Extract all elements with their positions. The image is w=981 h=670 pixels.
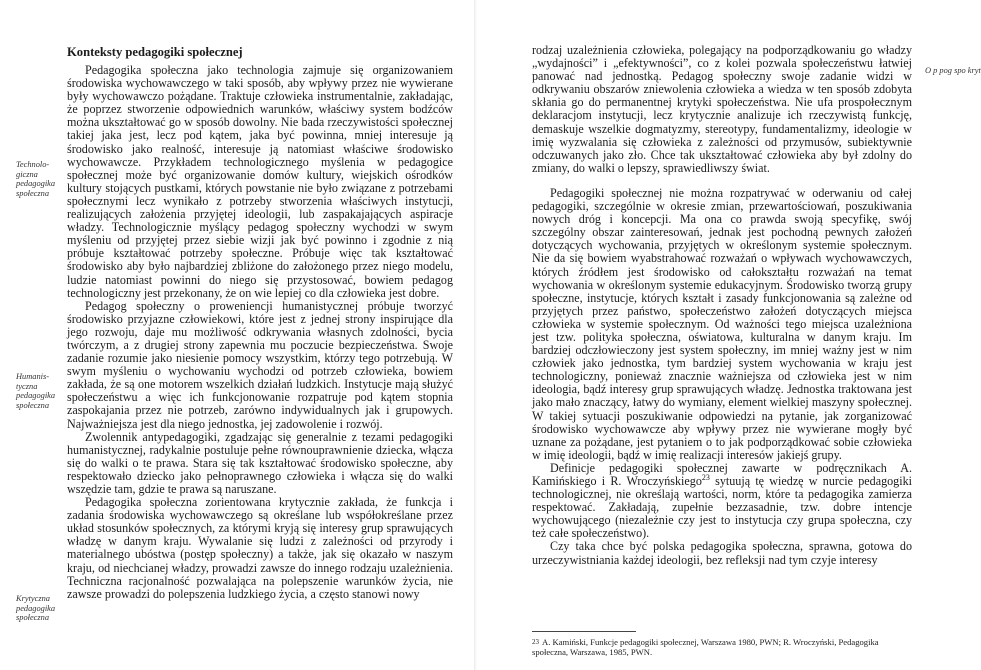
margin-note-technological: Technolo-giczna pedagogika społeczna <box>16 160 56 198</box>
section-heading: Konteksty pedagogiki społecznej <box>67 45 243 59</box>
paragraph-social-pedagogy-context: Pedagogiki społecznej nie można rozpatrywać w oderwaniu od całej pedagogiki, szczególnie w okresie zmian, przewartościowań, poszukiwania nowych dróg i koncepcji. Ma ona co prawda swoją specyfikę, swój szczególny obszar zainteresowań, jednak jest pochodną pewnych założeń dotyczących wychowania, przyjętych w określonym systemie społecznym. Nie da się bowiem wyabstrahować rozważań o wpływach wychowawczych, których źródłem jest środowisko od całokształtu rozważań na temat wychowania w określonym systemie edukacyjnym. Środowisko tworzą grupy społeczne, instytucje, których kształt i zasady funkcjonowania są zależne od przyjętych przez państwo, społeczeństwo założeń dotyczących miejsca człowieka w systemie społecznym. Od ważności tego miejsca uzależniona jest tzw. polityka społeczna, oświatowa, kulturalna w danym kraju. Im bardziej odczłowieczony jest system społeczny, im mniej ważny jest w nim człowiek jako jednostka, tym bardziej system wychowania w kraju jest technologiczny, ponieważ znacznie ważniejsza od człowieka jest w nim ideologia, bądź interesy grup sprawujących władzę. Jednostka traktowana jest jako mało znaczący, łatwy do wymiany, element wielkiej maszyny społecznej. W takiej sytuacji poszukiwanie odpowiedzi na pytanie, jak zorganizować środowisko wychowawcze aby wpływy przez nie wywierane mogły być uznane za pożądane, jest pytaniem o to jak podporządkować sobie człowieka w imię ideologii, bądź w imię realizacji interesów jakiejś grupy. <box>532 185 912 462</box>
paragraph-critical-continued: rodzaj uzależnienia człowieka, polegający na podporządkowaniu go władzy „wydajności” i „efektywności”, co z kolei pozwala społeczeństwu łatwiej panować nad jednostką. Pedagog społeczny swoje zadanie widzi w odkrywaniu obszarów zniewolenia człowieka a wiedza w ten sposób zdobyta skłania go do permanentnej krytyki społeczeństwa. Nie ufa prospołecznym deklaracjom instytucji, lecz krytycznie analizuje ich rzeczywistą funkcję, demaskuje wszelkie dogmatyzmy, stereotypy, fundamentalizmy, ideologie w imię wyzwalania się człowieka z zależności od przymusów, subiektywnie odczuwanych jako zło. Chce tak ukształtować człowieka aby był zdolny do zmiany, do walki o lepszy, sprawiedliwszy świat. <box>532 43 912 175</box>
paragraph-critical: Pedagogika społeczna zorientowana krytycznie zakłada, że funkcja i zadania środowiska wychowawczego są określane lub współokreślane przez układ stosunków społecznych, za którymi kryją się interesy grup sprawujących władzę w danym kraju. Wywalanie się ludzi z zależności od przyrody i materialnego ubóstwa (postęp społeczny) a także, jak się okazało w naszym kraju, od niechcianej władzy, prowadzi zawsze do innego rodzaju uzależnienia. Technicznа racjonalność pozwalająca na polepszenie warunków życia, nie zawsze prowadzi do polepszenia ludzkiego życia, a często stanowi nowy <box>67 495 453 601</box>
paragraph-antipedagogy: Zwolennik antypedagogiki, zgadzając się generalnie z tezami pedagogiki humanistycznej, radykalnie postuluje pełne równouprawnienie dziecka, włącza się do walki o te prawa. Stara się tak kształtować środowisko społeczne, aby respektowało dziecko jako pełnoprawnego człowieka i włącza się do walki wszędzie tam, gdzie te prawa są naruszane. <box>67 429 453 496</box>
footnote-number: 23 <box>532 638 539 646</box>
footnote-divider <box>532 631 636 632</box>
footnote-text: A. Kamiński, Funkcje pedagogiki społecznej, Warszawa 1980, PWN; R. Wroczyński, Pedagogika społeczna, Warszawa, 1985, PWN. <box>532 637 879 657</box>
right-page-text <box>532 44 912 567</box>
definitions-text-start: Definicje pedagogiki społecznej zawarte w podręcznikach A. Kamińskiego i R. Wroczyńskiego <box>532 460 912 488</box>
footnote <box>532 637 912 657</box>
left-page-text <box>67 45 453 601</box>
paragraph-technological: Pedagogika społeczna jako technologia zajmuje się organizowaniem środowiska wychowawczego w taki sposób, aby wpływy przez nie wywierane były wychowawczo pożądane. Traktuje człowieka instrumentalnie, zakładając, że poprzez stworzenie odpowiednich warunków, właściwy system bodźców można ukształtować go w sposób dowolny. Nie bada rzeczywistości społecznej takiej jaka jest, lecz pod kątem, jaka być powinna, mniej interesuje ją środowisko jako realność, interesuje ją natomiast właściwe środowisko wychowawcze. Przykładem technologicznego myślenia w pedagogice społecznej może być organizowanie domów kultury, wiejskich ośrodków kultury stojących pustkami, których powstanie nie było związane z potrzebami społecznymi lecz wynikało z potrzeby stworzenia właściwych instytucji, realizujących założenia przyjętej ideologii, lub zaspakajających aspiracje władzy. Technologicznie myślący pedagog społeczny wychodzi w swym myśleniu od przyjętej przez siebie wizji jak być powinno i zgodnie z nią próbuje kształtować potrzeby społeczne. Próbuje więc tak kształtować środowisko aby było najbardziej zbliżone do założonego przez niego modelu, ludzie natomiast powinni do niego się przystosować, bowiem pedagog technologiczny jest przekonany, że on wie lepiej co dla człowieka jest dobre. <box>67 63 453 300</box>
paragraph-definitions <box>532 462 912 541</box>
footnote-reference[interactable]: 23 <box>701 472 710 482</box>
margin-note-critical: Krytyczna pedagogika społeczna <box>16 594 56 623</box>
paragraph-question: Czy taka chce być polska pedagogika społeczna, sprawna, gotowa do urzeczywistniania każdej ideologii, bez refleksji nad tym czyje interesy <box>532 539 912 567</box>
paragraph-humanistic: Pedagog społeczny o proweniencji humanistycznej próbuje tworzyć środowisko przyjazne człowiekowi, które jest z jednej strony inspirujące dla jego rozwoju, daje mu możliwość odkrywania własnych zdolności, bycia twórczym, a z drugiej strony zapewnia mu poczucie bezpieczeństwa. Swoje zadanie rozumie jako niesienie pomocy wszystkim, którzy tego potrzebują. W swym myśleniu o wychowaniu wychodzi od potrzeb człowieka, bowiem zakłada, że są one motorem wszelkich działań ludzkich. Instytucje mają służyć społeczeństwu a więc ich funkcjonowanie rozpatruje pod kątem stopnia zaspokajania przez nie potrzeb, zarówno indywidualnych jak i grupowych. Najważniejsza jest dla niego jednostka, jej zadowolenie i rozwój. <box>67 298 453 431</box>
margin-note-humanistic: Humanis-tyczna pedagogika społeczna <box>16 372 56 410</box>
definitions-text-end: sytuują tę wiedzę w nurcie pedagogiki technologicznej, nie określają wartości, norm, które ta pedagogika zamierza respektować. Zakładają, zupełnie bezzasadnie, tzw. dobre intencje wychowującego (niezależnie czy jest to instytucja czy grupa społeczna, czy też całe społeczeństwo). <box>532 474 912 541</box>
margin-note-partial: O p pog spo kryt <box>925 66 981 75</box>
